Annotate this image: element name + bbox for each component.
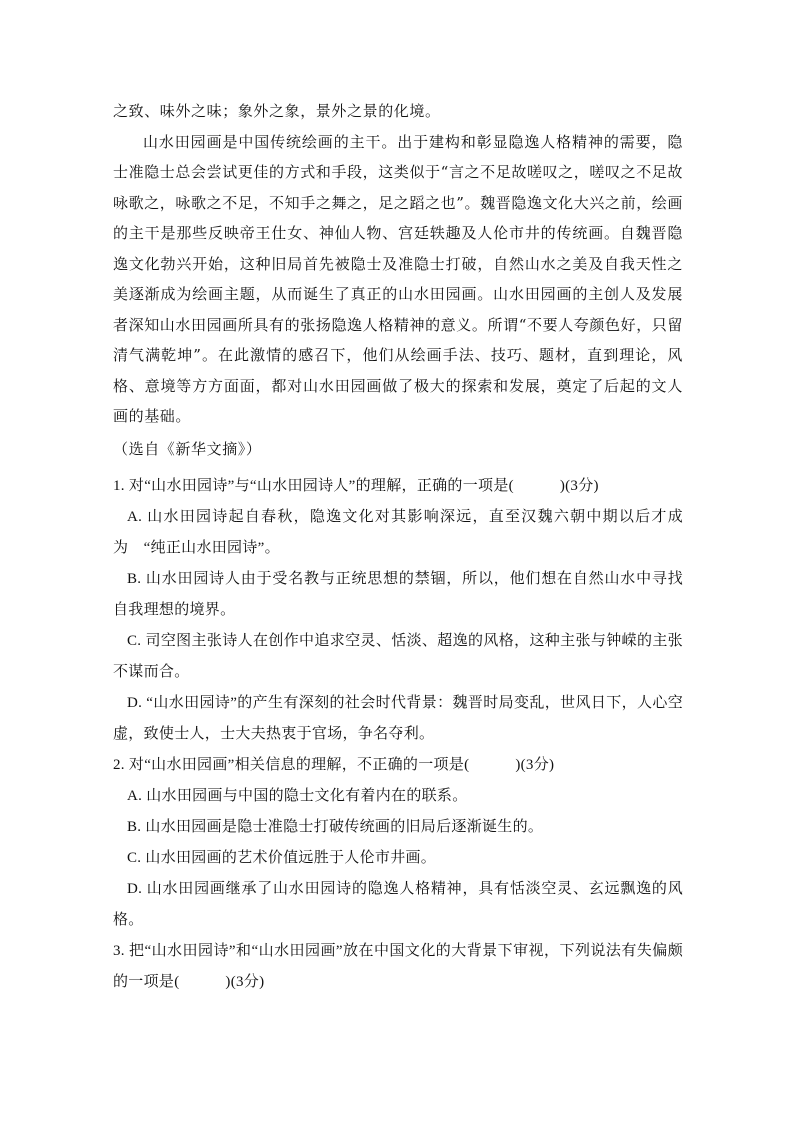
question-3 — [113, 936, 683, 998]
option-d: D. “山水田园诗”的产生有深刻的社会时代背景：魏晋时局变乱，世风日下，人心空虚，致使士人，士大夫热衷于官场，争名夺利。 — [113, 695, 683, 742]
question-1 — [113, 471, 714, 750]
option-b: B. 山水田园画是隐士准隐士打破传统画的旧局后逐渐诞生的。 — [127, 819, 544, 835]
option-c: C. 山水田园画的艺术价值远胜于人伦市井画。 — [127, 850, 437, 866]
passage-line: 之致、味外之味；象外之象，景外之景的化境。 — [113, 102, 441, 120]
passage-source: （选自《新华文摘》） — [113, 439, 262, 458]
question-stem: 1. 对“山水田园诗”与“山水田园诗人”的理解，正确的一项是( )(3分) — [113, 478, 599, 494]
option-b: B. 山水田园诗人由于受名教与正统思想的禁锢，所以，他们想在自然山水中寻找 自我理想的境界。 — [113, 571, 714, 618]
option-a: A. 山水田园画与中国的隐士文化有着内在的联系。 — [127, 788, 468, 804]
option-a: A. 山水田园诗起自春秋，隐逸文化对其影响深远，直至汉魏六朝中期以后才成为 “纯正山水田园诗”。 — [113, 509, 683, 556]
option-d: D. 山水田园画继承了山水田园诗的隐逸人格精神，具有恬淡空灵、玄远飘逸的风格。 — [113, 881, 683, 928]
question-stem: 2. 对“山水田园画”相关信息的理解，不正确的一项是( )(3分) — [113, 757, 555, 773]
passage-paragraph: 山水田园画是中国传统绘画的主干。出于建构和彰显隐逸人格精神的需要，隐士准隐士总会尝试更佳的方式和手段，这类似于“言之不足故嗟叹之，嗟叹之不足故咏歌之，咏歌之不足，不知手之舞之，足之蹈之也”。魏晋隐逸文化大兴之前，绘画的主干是那些反映帝王仕女、神仙人物、宫廷轶趣及人伦市井的传统画。自魏晋隐逸文化勃兴开始，这种旧局首先被隐士及准隐士打破，自然山水之美及自我天性之美逐渐成为绘画主题，从而诞生了真正的山水田园画。山水田园画的主创人及发展者深知山水田园画所具有的张扬隐逸人格精神的意义。所谓“不要人夸颜色好，只留清气满乾坤”。在此激情的感召下，他们从绘画手法、技巧、题材，直到理论，风格、意境等方方面面，都对山水田园画做了极大的探索和发展，奠定了后起的文人画的基础。 — [113, 132, 683, 425]
option-c: C. 司空图主张诗人在创作中追求空灵、恬淡、超逸的风格，这种主张与钟嵘的主张不谋而合。 — [113, 633, 683, 680]
question-list — [113, 471, 714, 998]
reading-passage — [113, 96, 683, 464]
question-stem: 3. 把“山水田园诗”和“山水田园画”放在中国文化的大背景下审视，下列说法有失偏颇的一项是( )(3分) — [113, 943, 683, 990]
question-2 — [113, 750, 683, 936]
